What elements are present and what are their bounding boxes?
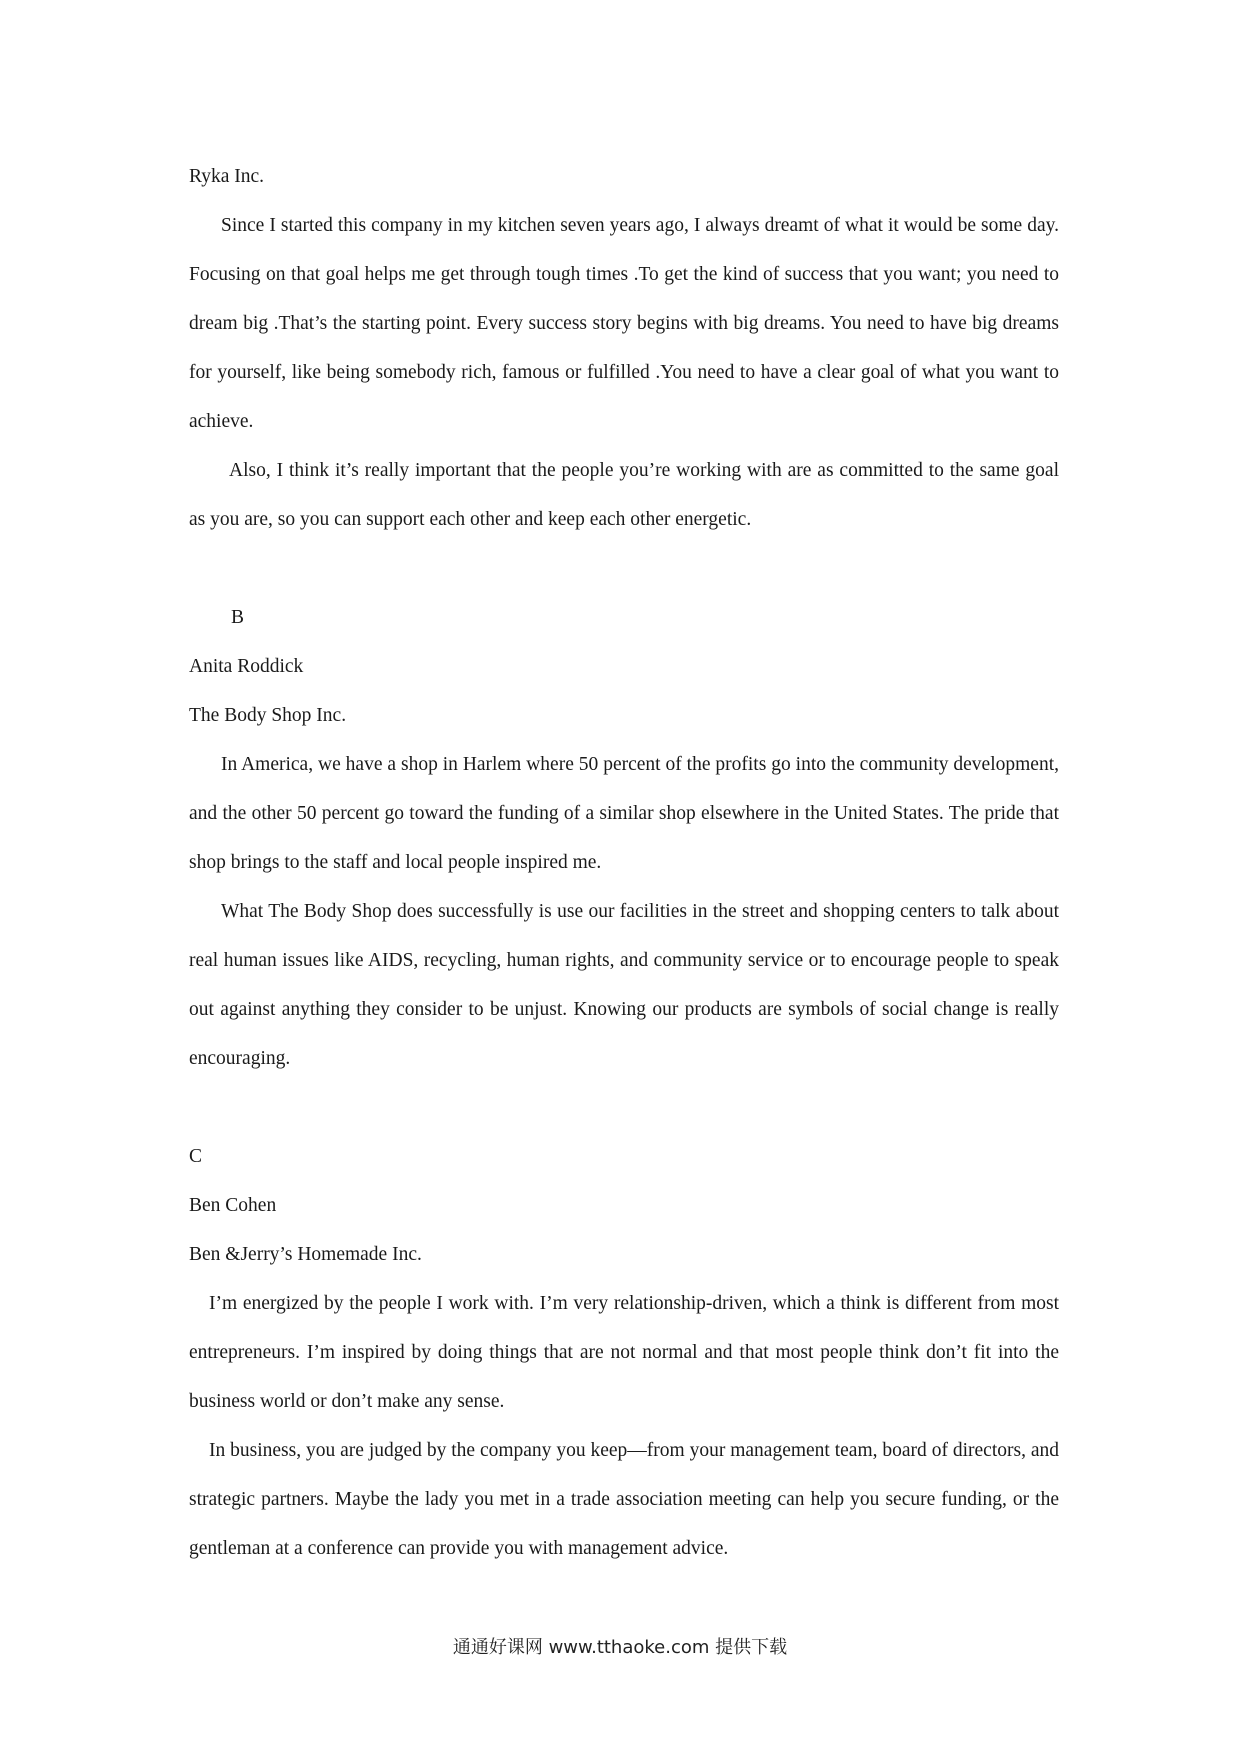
document-body	[189, 152, 1059, 1573]
section-c-paragraph-2: In business, you are judged by the company you keep—from your management team, board of directors, and strategic partners. Maybe the lady you met in a trade association meeting can help you secure funding, or the gentleman at a conference can provide you with management advice.	[189, 1440, 1059, 1559]
section-b-letter: B	[231, 607, 245, 628]
section-c-paragraph-1: I’m energized by the people I work with. I’m very relationship-driven, which a think is different from most entrepreneurs. I’m inspired by doing things that are not normal and that most people think don’t fit into the business world or don’t make any sense.	[189, 1293, 1059, 1412]
section-b-name: Anita Roddick	[189, 656, 304, 677]
section-c-name: Ben Cohen	[189, 1195, 277, 1216]
section-spacer	[189, 544, 1059, 593]
page-footer: 通通好课网 www.tthaoke.com 提供下载	[452, 1637, 788, 1658]
section-b-paragraph-2: What The Body Shop does successfully is use our facilities in the street and shopping centers to talk about real human issues like AIDS, recycling, human rights, and community service or to encourage people to speak out against anything they consider to be unjust. Knowing our products are symbols of social change is really encouraging.	[189, 901, 1059, 1069]
section-c-letter: C	[189, 1146, 203, 1167]
section-c-company: Ben &Jerry’s Homemade Inc.	[189, 1244, 422, 1265]
section-a-company: Ryka Inc.	[189, 166, 265, 187]
section-b-company: The Body Shop Inc.	[189, 705, 347, 726]
section-a-paragraph-2: Also, I think it’s really important that the people you’re working with are as committed to the same goal as you are, so you can support each other and keep each other energetic.	[189, 460, 1059, 530]
section-a-paragraph-1: Since I started this company in my kitchen seven years ago, I always dreamt of what it would be some day. Focusing on that goal helps me get through tough times .To get the kind of success that you want; you need to dream big .That’s the starting point. Every success story begins with big dreams. You need to have big dreams for yourself, like being somebody rich, famous or fulfilled .You need to have a clear goal of what you want to achieve.	[189, 215, 1059, 432]
section-spacer	[189, 1083, 1059, 1132]
section-b-paragraph-1: In America, we have a shop in Harlem where 50 percent of the profits go into the community development, and the other 50 percent go toward the funding of a similar shop elsewhere in the United States. The pride that shop brings to the staff and local people inspired me.	[189, 754, 1059, 873]
